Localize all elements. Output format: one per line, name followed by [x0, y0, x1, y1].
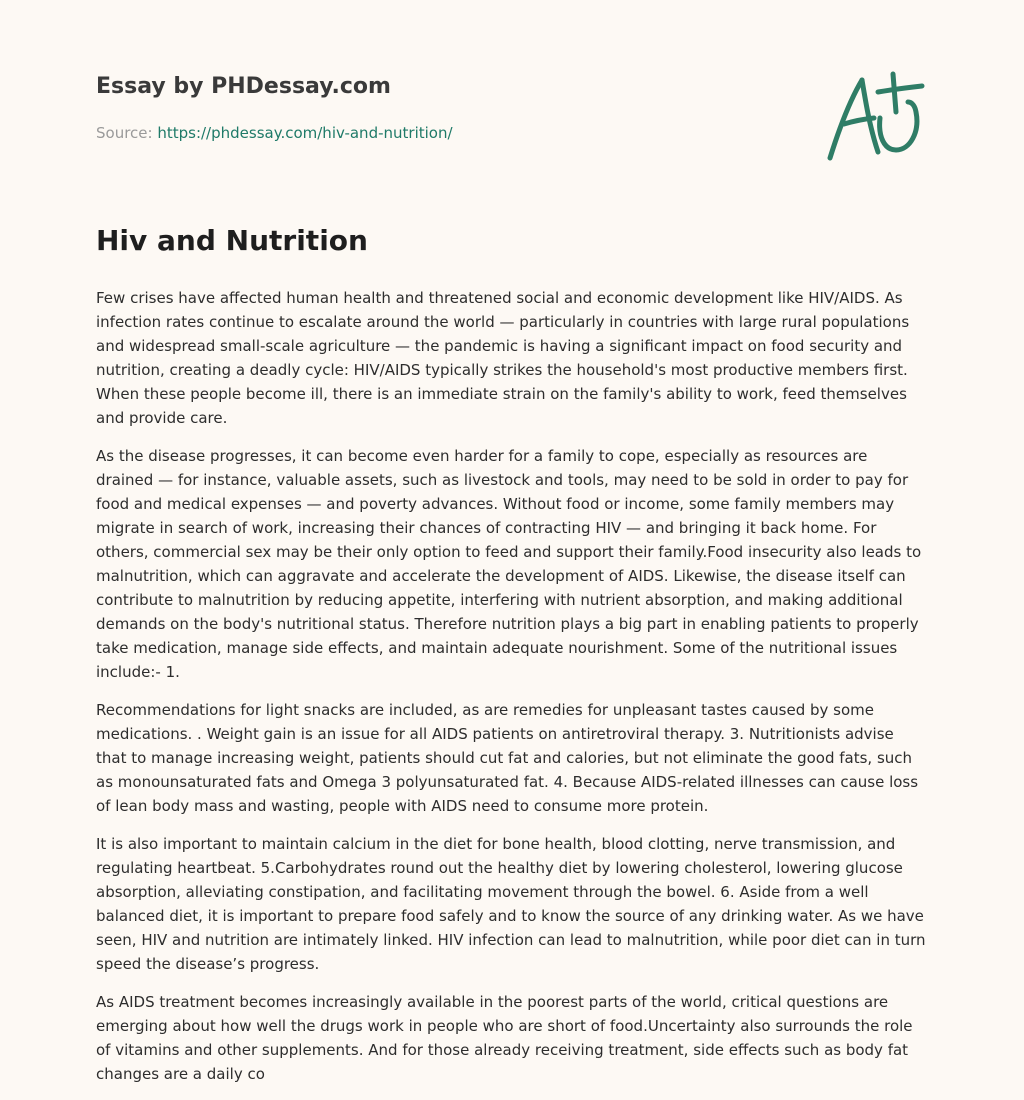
essay-title: Hiv and Nutrition — [96, 224, 368, 257]
source-label: Source: — [96, 124, 158, 142]
essay-body — [96, 286, 928, 1100]
site-title: Essay by PHDessay.com — [96, 74, 391, 99]
essay-paragraph: Few crises have affected human health and threatened social and economic development like HIV/AIDS. As infection rates continue to escalate around the world — particularly in countries with large rural populations and widespread small-scale agriculture — the pandemic is having a significant impact on food security and nutrition, creating a deadly cycle: HIV/AIDS typically strikes the household's most productive members first. When these people become ill, there is an immediate strain on the family's ability to work, feed themselves and provide care. — [96, 289, 910, 427]
source-line — [96, 124, 453, 142]
a-plus-logo-icon — [818, 66, 930, 166]
essay-paragraph: As the disease progresses, it can become even harder for a family to cope, especially as resources are drained — for instance, valuable assets, such as livestock and tools, may need to be sold in order to pay for food and medical expenses — and poverty advances. Without food or income, some family members may migrate in search of work, increasing their chances of contracting HIV — and bringing it back home. For others, commercial sex may be their only option to feed and support their family.Food insecurity also leads to malnutrition, which can aggravate and accelerate the development of AIDS. Likewise, the disease itself can contribute to malnutrition by reducing appetite, interfering with nutrient absorption, and making additional demands on the body's nutritional status. Therefore nutrition plays a big part in enabling patients to properly take medication, manage side effects, and maintain adequate nourishment. Some of the nutritional issues include:- 1. — [96, 447, 922, 681]
essay-paragraph: Recommendations for light snacks are included, as are remedies for unpleasant tastes caused by some medications. . Weight gain is an issue for all AIDS patients on antiretroviral therapy. 3. Nutritionists advise that to manage increasing weight, patients should cut fat and calories, but not eliminate the good fats, such as monounsaturated fats and Omega 3 polyunsaturated fat. 4. Because AIDS-related illnesses can cause loss of lean body mass and wasting, people with AIDS need to consume more protein. — [96, 701, 919, 815]
source-link[interactable]: https://phdessay.com/hiv-and-nutrition/ — [157, 124, 453, 142]
essay-paragraph: It is also important to maintain calcium in the diet for bone health, blood clotting, nerve transmission, and regulating heartbeat. 5.Carbohydrates round out the healthy diet by lowering cholesterol, lowering glucose absorption, alleviating constipation, and facilitating movement through the bowel. 6. Aside from a well balanced diet, it is important to prepare food safely and to know the source of any drinking water. As we have seen, HIV and nutrition are intimately linked. HIV infection can lead to malnutrition, while poor diet can in turn speed the disease’s progress. — [96, 835, 926, 973]
essay-paragraph: As AIDS treatment becomes increasingly available in the poorest parts of the world, critical questions are emerging about how well the drugs work in people who are short of food.Uncertainty also surrounds the role of vitamins and other supplements. And for those already receiving treatment, side effects such as body fat changes are a daily co — [96, 993, 913, 1083]
